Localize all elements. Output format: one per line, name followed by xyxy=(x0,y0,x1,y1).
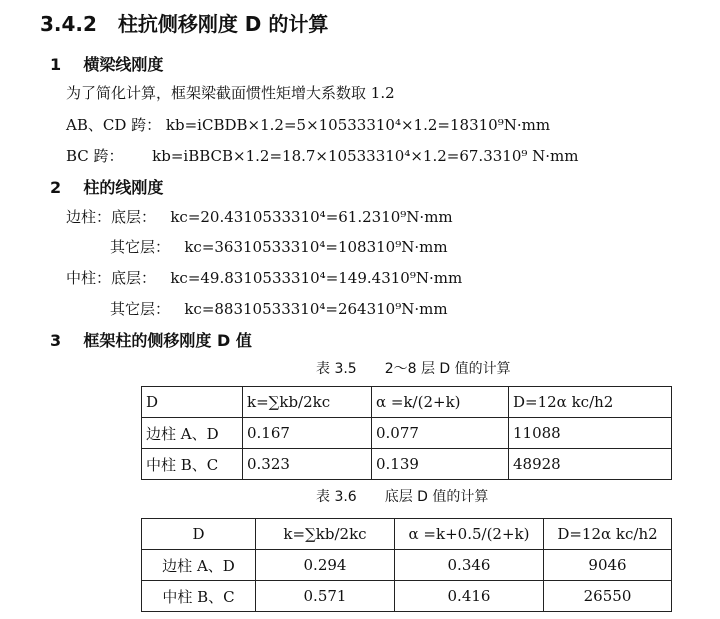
cell: 26550 xyxy=(544,581,672,612)
mid-column-base-formula: kc=49.8310533310⁴=149.4310⁹N·mm xyxy=(170,269,463,287)
ab-span-label: AB、CD 跨： xyxy=(66,116,162,134)
subsection-number: 3 xyxy=(50,331,62,350)
bc-span-label: BC 跨： xyxy=(66,147,124,165)
header-cell: α =k+0.5/(2+k) xyxy=(395,519,544,550)
subsection-title: 柱的线刚度 xyxy=(83,178,164,197)
subsection-title: 框架柱的侧移刚度 D 值 xyxy=(83,331,252,350)
table-header-row xyxy=(142,387,672,418)
cell: 0.323 xyxy=(243,449,372,480)
cell: 9046 xyxy=(544,550,672,581)
side-column-base-formula: kc=20.4310533310⁴=61.2310⁹N·mm xyxy=(170,208,453,226)
table-header-row xyxy=(142,519,672,550)
section-title: 柱抗侧移刚度 D 的计算 xyxy=(117,12,329,36)
header-cell: k=∑kb/2kc xyxy=(256,519,395,550)
section-heading xyxy=(40,8,328,37)
side-column-label: 边柱：底层： xyxy=(66,208,157,226)
cell: 0.416 xyxy=(395,581,544,612)
cell: 0.571 xyxy=(256,581,395,612)
other-floors-label: 其它层： xyxy=(110,300,171,318)
cell: 0.139 xyxy=(372,449,509,480)
cell: 0.294 xyxy=(256,550,395,581)
table-d-values-base xyxy=(141,518,672,612)
table-row xyxy=(142,449,672,480)
table2-caption: 表 3.6 底层 D 值的计算 xyxy=(316,489,489,505)
cell: 0.167 xyxy=(243,418,372,449)
intro-text: 为了简化计算，框架梁截面惯性矩增大系数取 1.2 xyxy=(66,84,395,102)
mid-column-base-line xyxy=(66,267,462,288)
row-label: 边柱 A、D xyxy=(142,550,256,581)
row-label: 中柱 B、C xyxy=(142,581,256,612)
header-cell: D=12α kc/h2 xyxy=(544,519,672,550)
header-cell: D xyxy=(142,519,256,550)
bc-span-formula: kb=iBBCB×1.2=18.7×10533310⁴×1.2=67.3310⁹ N·mm xyxy=(152,147,579,165)
row-label: 边柱 A、D xyxy=(142,418,243,449)
mid-column-other-formula: kc=88310533310⁴=264310⁹N·mm xyxy=(184,300,448,318)
ab-span-formula: kb=iCBDB×1.2=5×10533310⁴×1.2=18310⁹N·mm xyxy=(165,116,551,134)
header-cell: k=∑kb/2kc xyxy=(243,387,372,418)
side-column-other-line xyxy=(110,236,448,257)
table-d-values-floors xyxy=(141,386,672,480)
row-label: 中柱 B、C xyxy=(142,449,243,480)
section-number: 3.4.2 xyxy=(40,12,97,36)
cell: 0.346 xyxy=(395,550,544,581)
subsection-2-heading xyxy=(50,175,163,198)
ab-span-line xyxy=(66,114,550,135)
subsection-1-heading xyxy=(50,52,163,75)
cell: 0.077 xyxy=(372,418,509,449)
subsection-title: 横梁线刚度 xyxy=(83,55,164,74)
side-column-other-formula: kc=36310533310⁴=108310⁹N·mm xyxy=(184,238,448,256)
cell: 11088 xyxy=(509,418,672,449)
subsection-number: 1 xyxy=(50,55,62,74)
other-floors-label: 其它层： xyxy=(110,238,171,256)
side-column-base-line xyxy=(66,206,453,227)
mid-column-label: 中柱：底层： xyxy=(66,269,157,287)
table-row xyxy=(142,550,672,581)
cell: 48928 xyxy=(509,449,672,480)
mid-column-other-line xyxy=(110,298,448,319)
table-row xyxy=(142,581,672,612)
table1-caption: 表 3.5 2～8 层 D 值的计算 xyxy=(316,361,511,377)
subsection-3-heading xyxy=(50,328,252,351)
table-row xyxy=(142,418,672,449)
subsection-number: 2 xyxy=(50,178,62,197)
bc-span-line xyxy=(66,145,579,166)
header-cell: D=12α kc/h2 xyxy=(509,387,672,418)
header-cell: D xyxy=(142,387,243,418)
header-cell: α =k/(2+k) xyxy=(372,387,509,418)
